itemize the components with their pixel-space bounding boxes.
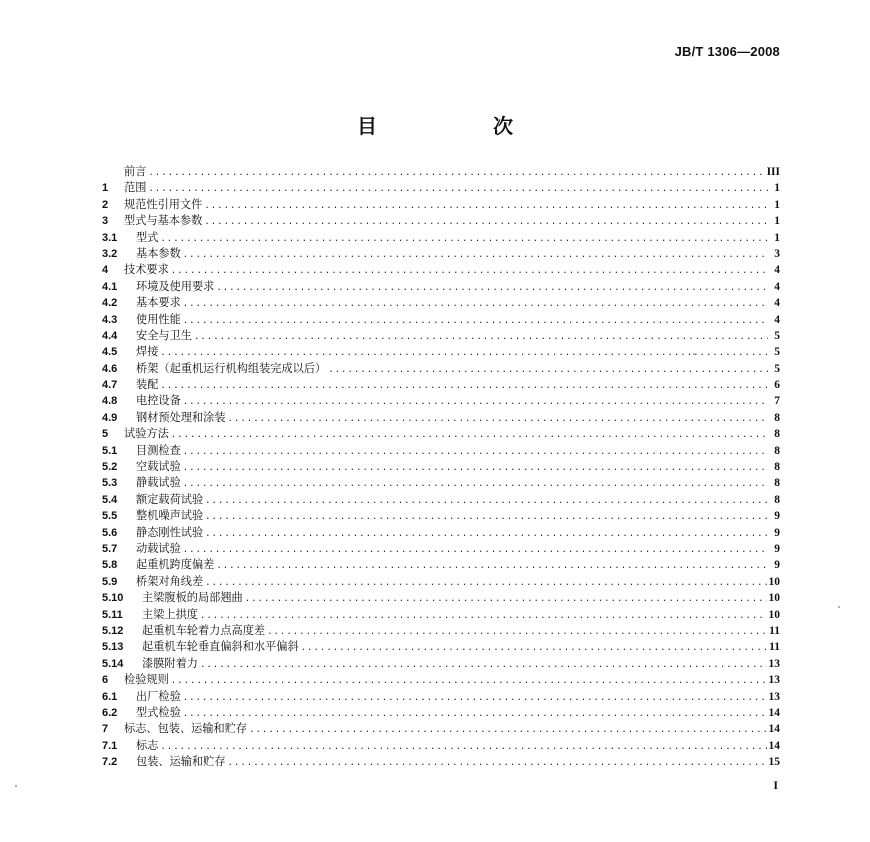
toc-entry[interactable] bbox=[102, 230, 780, 246]
toc-entry[interactable] bbox=[102, 705, 780, 721]
toc-entry-title: 桥架对角线差 bbox=[136, 574, 204, 588]
toc-dot-leader bbox=[301, 640, 767, 656]
toc-entry-title: 范围 bbox=[124, 181, 147, 195]
toc-entry[interactable] bbox=[102, 246, 780, 262]
toc-dot-leader bbox=[183, 460, 768, 476]
toc-entry-page: 1 bbox=[774, 231, 780, 244]
toc-dot-leader bbox=[328, 362, 768, 378]
toc-entry-number: 5.6 bbox=[102, 526, 118, 539]
toc-entry-title: 装配 bbox=[136, 378, 159, 392]
toc-entry[interactable] bbox=[102, 541, 780, 557]
toc-entry-number: 4.2 bbox=[102, 297, 118, 310]
toc-entry[interactable] bbox=[102, 574, 780, 590]
toc-entry[interactable] bbox=[102, 426, 780, 442]
toc-dot-leader bbox=[148, 181, 768, 197]
toc-dot-leader bbox=[204, 214, 768, 230]
toc-dot-leader bbox=[267, 624, 767, 640]
standard-code: JB/T 1306—2008 bbox=[674, 44, 780, 59]
toc-entry-page: 5 bbox=[774, 362, 780, 375]
toc-entry-number: 4.1 bbox=[102, 280, 118, 293]
toc-dot-leader bbox=[183, 394, 768, 410]
toc-dot-leader bbox=[183, 444, 768, 460]
toc-entry-number: 5.8 bbox=[102, 559, 118, 572]
toc-entry-page: 11 bbox=[769, 624, 780, 637]
toc-entry[interactable] bbox=[102, 590, 780, 606]
toc-entry-number: 5.10 bbox=[102, 592, 124, 605]
toc-entry-title: 主梁上拱度 bbox=[142, 607, 198, 621]
toc-dot-leader bbox=[171, 427, 768, 443]
scan-speck bbox=[15, 785, 17, 787]
toc-entry[interactable] bbox=[102, 656, 780, 672]
toc-dot-leader bbox=[160, 231, 768, 247]
toc-entry-number: 3.1 bbox=[102, 231, 118, 244]
toc-dot-leader bbox=[171, 673, 767, 689]
toc-entry-number: 6 bbox=[102, 674, 109, 687]
toc-entry-title: 动载试验 bbox=[136, 541, 181, 555]
toc-entry-number: 5.7 bbox=[102, 542, 118, 555]
toc-entry-number: 4.5 bbox=[102, 346, 118, 359]
toc-entry[interactable] bbox=[102, 197, 780, 213]
toc-entry-page: 1 bbox=[774, 198, 780, 211]
toc-entry-page: 14 bbox=[768, 739, 780, 752]
toc-entry[interactable] bbox=[102, 344, 780, 360]
toc-entry-number: 4.7 bbox=[102, 379, 118, 392]
toc-entry-page: 5 bbox=[774, 346, 780, 359]
toc-entry-number: 5.13 bbox=[102, 641, 124, 654]
toc-entry-page: 8 bbox=[774, 428, 780, 441]
toc-entry[interactable] bbox=[102, 492, 780, 508]
toc-dot-leader bbox=[200, 657, 767, 673]
toc-entry[interactable] bbox=[102, 475, 780, 491]
toc-dot-leader bbox=[183, 313, 768, 329]
toc-dot-leader bbox=[205, 526, 768, 542]
toc-entry[interactable] bbox=[102, 607, 780, 623]
toc-entry-title: 整机噪声试验 bbox=[136, 509, 204, 523]
toc-entry[interactable] bbox=[102, 312, 780, 328]
toc-entry[interactable] bbox=[102, 410, 780, 426]
toc-entry-page: 9 bbox=[774, 559, 780, 572]
toc-entry[interactable] bbox=[102, 213, 780, 229]
toc-entry-page: 4 bbox=[774, 297, 780, 310]
toc-entry[interactable] bbox=[102, 721, 780, 737]
toc-entry-number: 5.1 bbox=[102, 444, 118, 457]
toc-entry-page: 3 bbox=[774, 247, 780, 260]
toc-entry-title: 型式检验 bbox=[136, 705, 181, 719]
toc-entry[interactable] bbox=[102, 328, 780, 344]
scan-speck bbox=[693, 353, 695, 355]
toc-entry-title: 环境及使用要求 bbox=[136, 279, 215, 293]
toc-dot-leader bbox=[194, 329, 768, 345]
toc-dot-leader bbox=[216, 558, 768, 574]
toc-entry[interactable] bbox=[102, 754, 780, 770]
toc-entry-page: 1 bbox=[774, 182, 780, 195]
toc-entry-title: 基本要求 bbox=[136, 296, 181, 310]
toc-entry-title: 额定载荷试验 bbox=[136, 492, 204, 506]
toc-entry-title: 安全与卫生 bbox=[136, 328, 192, 342]
toc-dot-leader bbox=[228, 411, 768, 427]
toc-entry-number: 5.12 bbox=[102, 624, 124, 637]
toc-entry-number: 2 bbox=[102, 198, 109, 211]
toc-entry-page: 4 bbox=[774, 280, 780, 293]
toc-dot-leader bbox=[245, 591, 767, 607]
toc-entry-title: 桥架（起重机运行机构组装完成以后） bbox=[136, 361, 327, 375]
toc-entry-title: 出厂检验 bbox=[136, 689, 181, 703]
toc-entry-number: 4.6 bbox=[102, 362, 118, 375]
toc-entry-number: 7 bbox=[102, 723, 109, 736]
toc-entry-number: 7.2 bbox=[102, 756, 118, 769]
toc-entry-number: 4.4 bbox=[102, 329, 118, 342]
toc-entry-number: 5.9 bbox=[102, 575, 118, 588]
toc-dot-leader bbox=[204, 198, 768, 214]
toc-dot-leader bbox=[228, 755, 767, 771]
toc-dot-leader bbox=[160, 378, 768, 394]
toc-entry-number: 5 bbox=[102, 428, 109, 441]
toc-entry[interactable] bbox=[102, 443, 780, 459]
toc-entry-number: 5.5 bbox=[102, 510, 118, 523]
toc-entry-number: 1 bbox=[102, 182, 109, 195]
toc-dot-leader bbox=[216, 280, 768, 296]
toc-entry-title: 目测检查 bbox=[136, 443, 181, 457]
toc-entry-title: 焊接 bbox=[136, 345, 159, 359]
toc-dot-leader bbox=[171, 263, 768, 279]
toc-entry-number: 3.2 bbox=[102, 247, 118, 260]
toc-entry-page: 11 bbox=[769, 641, 780, 654]
toc-entry-page: 4 bbox=[774, 313, 780, 326]
toc-entry-title: 包装、运输和贮存 bbox=[136, 755, 226, 769]
toc-dot-leader bbox=[160, 739, 766, 755]
toc-entry-title: 型式 bbox=[136, 230, 159, 244]
toc-entry-number: 5.4 bbox=[102, 493, 118, 506]
toc-entry-number: 4.3 bbox=[102, 313, 118, 326]
toc-dot-leader bbox=[148, 165, 764, 181]
toc-entry[interactable] bbox=[102, 279, 780, 295]
toc-dot-leader bbox=[183, 706, 767, 722]
toc-entry[interactable] bbox=[102, 164, 780, 180]
toc-entry-page: 8 bbox=[774, 444, 780, 457]
toc-dot-leader bbox=[205, 575, 766, 591]
toc-entry-page: 13 bbox=[768, 674, 780, 687]
toc-entry-page: 5 bbox=[774, 329, 780, 342]
toc-entry-title: 起重机跨度偏差 bbox=[136, 558, 215, 572]
toc-entry-page: 7 bbox=[774, 395, 780, 408]
toc-entry-number: 4.9 bbox=[102, 411, 118, 424]
toc-entry[interactable] bbox=[102, 377, 780, 393]
toc-entry[interactable] bbox=[102, 508, 780, 524]
toc-entry-page: 13 bbox=[768, 657, 780, 670]
toc-entry-title: 钢材预处理和涂装 bbox=[136, 410, 226, 424]
toc-entry-number: 7.1 bbox=[102, 739, 118, 752]
toc-entry-title: 标志 bbox=[136, 738, 159, 752]
toc-entry-title: 主梁腹板的局部翘曲 bbox=[142, 591, 243, 605]
page-number: I bbox=[773, 778, 778, 792]
toc-entry[interactable] bbox=[102, 295, 780, 311]
toc-entry[interactable] bbox=[102, 689, 780, 705]
toc-dot-leader bbox=[183, 476, 768, 492]
toc-entry[interactable] bbox=[102, 262, 780, 278]
toc-dot-leader bbox=[249, 722, 766, 738]
toc-entry[interactable] bbox=[102, 639, 780, 655]
toc-entry-page: 8 bbox=[774, 461, 780, 474]
toc-entry-title: 起重机车轮着力点高度差 bbox=[142, 623, 266, 637]
toc-entry[interactable] bbox=[102, 738, 780, 754]
toc-entry-page: 10 bbox=[768, 608, 780, 621]
toc-entry-page: 9 bbox=[774, 510, 780, 523]
toc-entry-title: 规范性引用文件 bbox=[124, 197, 203, 211]
toc-entry-page: 15 bbox=[768, 756, 780, 769]
toc-entry-title: 静载试验 bbox=[136, 476, 181, 490]
toc-dot-leader bbox=[160, 345, 768, 361]
toc-entry-number: 5.2 bbox=[102, 461, 118, 474]
toc-dot-leader bbox=[205, 493, 768, 509]
toc-entry[interactable] bbox=[102, 557, 780, 573]
toc-dot-leader bbox=[183, 247, 768, 263]
toc-dot-leader bbox=[183, 296, 768, 312]
toc-entry-page: 10 bbox=[768, 575, 780, 588]
toc-entry-page: 8 bbox=[774, 411, 780, 424]
toc-entry-title: 检验规则 bbox=[124, 673, 169, 687]
toc-entry-title: 基本参数 bbox=[136, 246, 181, 260]
toc-entry-page: 8 bbox=[774, 477, 780, 490]
toc-entry-page: 4 bbox=[774, 264, 780, 277]
toc-entry-title: 空载试验 bbox=[136, 460, 181, 474]
toc-entry-title: 电控设备 bbox=[136, 394, 181, 408]
toc-dot-leader bbox=[183, 542, 768, 558]
toc-entry[interactable] bbox=[102, 672, 780, 688]
toc-entry-title: 技术要求 bbox=[124, 263, 169, 277]
toc-entry-page: 10 bbox=[768, 592, 780, 605]
toc-entry-title: 漆膜附着力 bbox=[142, 656, 198, 670]
toc-entry-number: 5.3 bbox=[102, 477, 118, 490]
toc-dot-leader bbox=[200, 608, 767, 624]
toc-entry-title: 型式与基本参数 bbox=[124, 214, 203, 228]
scan-speck bbox=[838, 606, 840, 608]
toc-entry-title: 静态刚性试验 bbox=[136, 525, 204, 539]
toc-entry-page: 14 bbox=[768, 706, 780, 719]
toc-entry-number: 6.2 bbox=[102, 706, 118, 719]
toc-entry-number: 5.14 bbox=[102, 657, 124, 670]
toc-dot-leader bbox=[183, 690, 767, 706]
toc-entry-page: 8 bbox=[774, 493, 780, 506]
table-of-contents bbox=[102, 164, 780, 770]
toc-entry[interactable] bbox=[102, 623, 780, 639]
toc-entry[interactable] bbox=[102, 393, 780, 409]
toc-entry-title: 试验方法 bbox=[124, 427, 169, 441]
toc-entry[interactable] bbox=[102, 180, 780, 196]
toc-entry-title: 起重机车轮垂直偏斜和水平偏斜 bbox=[142, 640, 299, 654]
toc-entry-page: 1 bbox=[774, 215, 780, 228]
toc-entry-title: 前言 bbox=[124, 165, 147, 178]
toc-entry[interactable] bbox=[102, 459, 780, 475]
toc-entry[interactable] bbox=[102, 361, 780, 377]
toc-entry-page: 9 bbox=[774, 542, 780, 555]
toc-entry-number: 3 bbox=[102, 215, 109, 228]
toc-entry-page: 14 bbox=[768, 723, 780, 736]
toc-entry[interactable] bbox=[102, 525, 780, 541]
toc-entry-page: 13 bbox=[768, 690, 780, 703]
toc-entry-title: 标志、包装、运输和贮存 bbox=[124, 722, 248, 736]
toc-dot-leader bbox=[205, 509, 768, 525]
toc-entry-page: 6 bbox=[774, 379, 780, 392]
toc-entry-number: 6.1 bbox=[102, 690, 118, 703]
toc-entry-number: 4 bbox=[102, 264, 109, 277]
toc-entry-number: 4.8 bbox=[102, 395, 118, 408]
toc-entry-page: 9 bbox=[774, 526, 780, 539]
toc-entry-title: 使用性能 bbox=[136, 312, 181, 326]
page-title: 目 次 bbox=[357, 114, 561, 138]
toc-entry-number: 5.11 bbox=[102, 608, 123, 621]
toc-entry-page: III bbox=[766, 166, 780, 178]
